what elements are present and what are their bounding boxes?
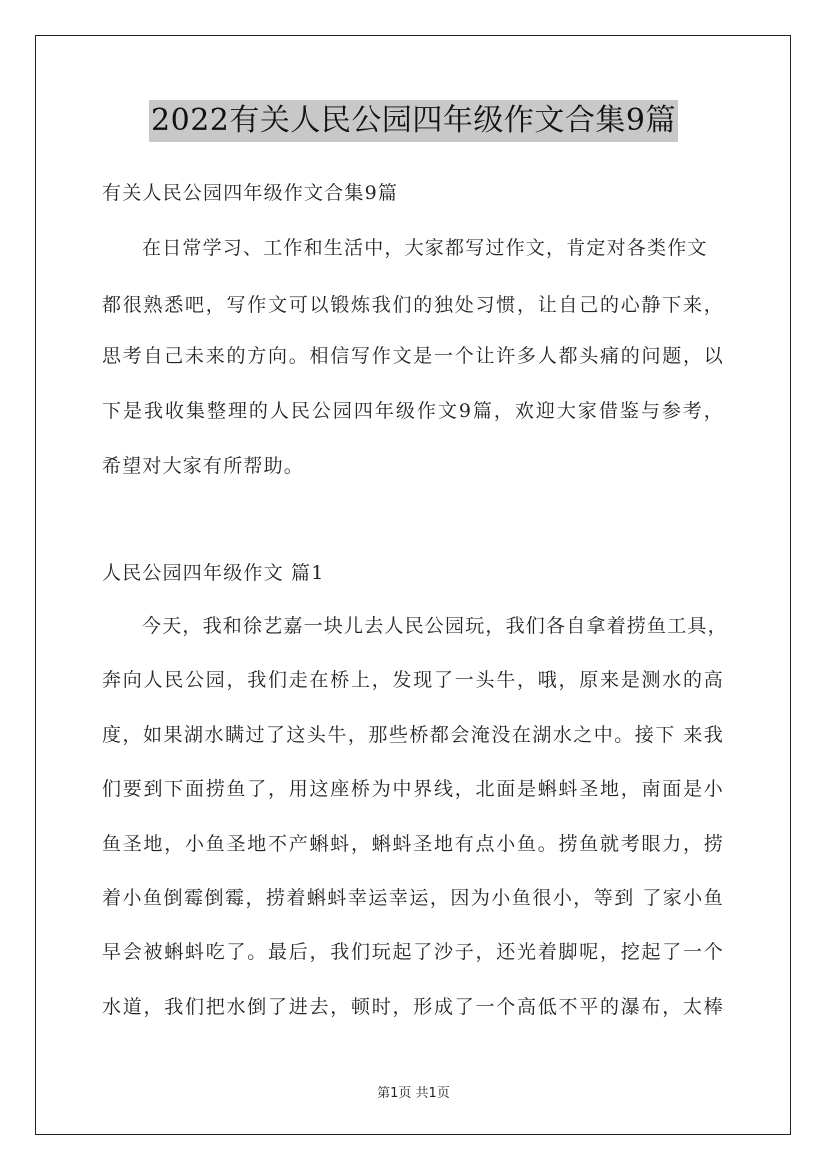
intro-line: 都很熟悉吧，写作文可以锻炼我们的独处习惯，让自己的心静下来，: [102, 294, 724, 316]
body-line: 鱼圣地，小鱼圣地不产蝌蚪，蝌蚪圣地有点小鱼。捞鱼就考眼力，捞: [102, 833, 724, 855]
intro-line: 在日常学习、工作和生活中，大家都写过作文，肯定对各类作文: [142, 237, 708, 259]
body-line: 着小鱼倒霉倒霉，捞着蝌蚪幸运幸运，因为小鱼很小，等到 了家小鱼: [102, 887, 724, 909]
intro-line: 希望对大家有所帮助。: [102, 455, 305, 477]
page-footer: 第1页 共1页: [377, 1086, 450, 1101]
body-line: 奔向人民公园，我们走在桥上，发现了一头牛，哦，原来是测水的高: [102, 669, 724, 691]
intro-line: 下是我收集整理的人民公园四年级作文9篇，欢迎大家借鉴与参考，: [102, 400, 724, 422]
body-line: 今天，我和徐艺嘉一块儿去人民公园玩，我们各自拿着捞鱼工具，: [142, 615, 728, 637]
body-line: 度，如果湖水瞒过了这头牛，那些桥都会淹没在湖水之中。接下 来我: [102, 724, 724, 746]
body-line: 水道，我们把水倒了进去，顿时，形成了一个高低不平的瀑布，太棒: [102, 996, 724, 1018]
section-heading: 人民公园四年级作文 篇1: [102, 562, 325, 584]
intro-line: 思考自己未来的方向。相信写作文是一个让许多人都头痛的问题，以: [102, 345, 724, 367]
body-line: 们要到下面捞鱼了，用这座桥为中界线，北面是蝌蚪圣地，南面是小: [102, 778, 724, 800]
document-subtitle: 有关人民公园四年级作文合集9篇: [102, 182, 399, 204]
title-container: [0, 100, 827, 142]
body-line: 早会被蝌蚪吃了。最后，我们玩起了沙子，还光着脚呢，挖起了一个: [102, 941, 724, 963]
document-title: 2022有关人民公园四年级作文合集9篇: [149, 100, 678, 142]
